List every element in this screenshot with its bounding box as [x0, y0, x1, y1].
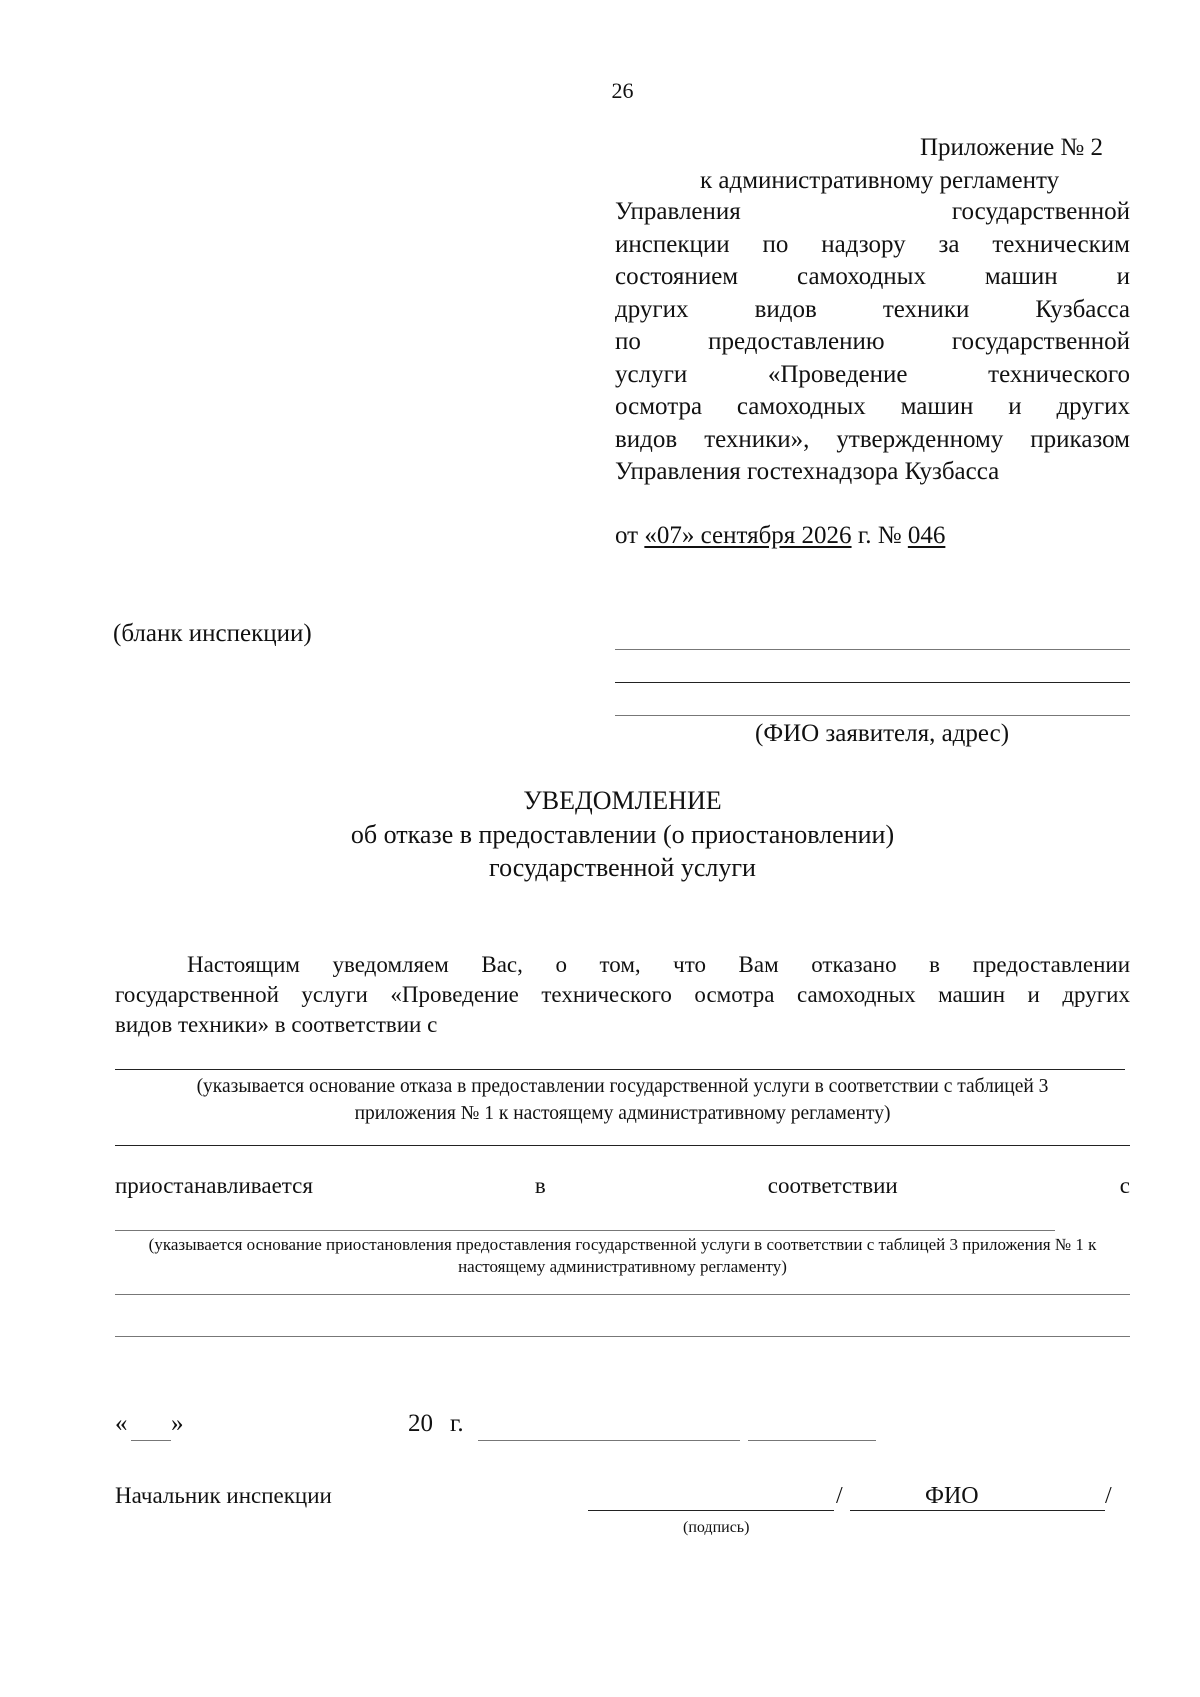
appendix-line: Управления государственной — [615, 198, 1130, 225]
applicant-line — [615, 649, 1130, 650]
body-line: видов техники» в соответствии с — [115, 1012, 438, 1037]
order-date: «07» сентября 2026 — [644, 522, 852, 549]
appendix-line: других видов техники Кузбасса — [615, 295, 1130, 323]
document-subtitle: об отказе в предоставлении (о приостановлении) — [350, 820, 895, 849]
order-prefix: от — [615, 522, 639, 549]
suspension-reason-line — [115, 1294, 1130, 1295]
appendix-subheading: к административному регламенту — [700, 167, 1060, 194]
refusal-note — [115, 1073, 1130, 1127]
appendix-heading: Приложение № 2 — [920, 134, 1104, 161]
date-line — [748, 1440, 876, 1441]
appendix-line: состоянием самоходных машин и — [615, 263, 1130, 290]
date-open-quote: « — [115, 1410, 128, 1437]
signature-fio: ФИО — [925, 1483, 979, 1509]
suspension-row — [115, 1173, 1130, 1199]
signature-line — [588, 1510, 834, 1511]
appendix-line: по предоставлению государственной — [615, 328, 1130, 355]
appendix-line: услуги «Проведение технического — [615, 360, 1130, 388]
order-reference — [615, 522, 945, 550]
applicant-line — [615, 682, 1130, 683]
date-year: 20 — [408, 1410, 433, 1437]
appendix-line: осмотра самоходных машин и других — [615, 393, 1130, 420]
appendix-regulation-block — [615, 196, 1130, 489]
fio-line — [850, 1510, 1105, 1511]
suspension-note — [115, 1234, 1130, 1278]
order-number: 046 — [907, 522, 946, 549]
appendix-line: видов техники», утвержденному приказом — [615, 425, 1130, 453]
suspension-reason-line — [115, 1336, 1130, 1337]
blank-label: (бланк инспекции) — [113, 620, 312, 647]
signature-title: Начальник инспекции — [115, 1483, 332, 1508]
date-close-quote: » — [171, 1410, 184, 1437]
suspension-word: с — [1119, 1173, 1130, 1198]
refusal-note-line: приложения № 1 к настоящему административному регламенту) — [354, 1103, 891, 1124]
signature-slash: / — [836, 1483, 843, 1509]
date-year-suffix: г. — [450, 1410, 464, 1437]
suspension-word: приостанавливается — [115, 1173, 313, 1198]
appendix-line: Управления гостехнадзора Кузбасса — [615, 458, 1000, 485]
page-number: 26 — [611, 78, 634, 103]
date-line — [478, 1440, 740, 1441]
applicant-caption: (ФИО заявителя, адрес) — [755, 720, 1010, 747]
suspension-word: соответствии — [767, 1173, 898, 1198]
refusal-reason-line — [115, 1145, 1130, 1146]
signature-caption: (подпись) — [683, 1519, 750, 1536]
order-number-label: г. № — [857, 522, 902, 549]
body-line: Настоящим уведомляем Вас, о том, что Вам отказано в предоставлении — [187, 952, 1130, 977]
signature-slash: / — [1105, 1483, 1112, 1509]
body-paragraph — [115, 950, 1130, 1040]
suspension-reason-line — [115, 1230, 1055, 1231]
document-title: УВЕДОМЛЕНИЕ — [523, 786, 722, 815]
applicant-line — [615, 715, 1130, 716]
suspension-note-line: (указывается основание приостановления предоставления государственной услуги в соответствии с таблицей 3 приложения № 1 к — [148, 1235, 1097, 1254]
refusal-note-line: (указывается основание отказа в предоставлении государственной услуги в соответствии с таблицей 3 — [196, 1076, 1049, 1097]
date-day-line — [131, 1440, 171, 1441]
suspension-note-line: настоящему административному регламенту) — [458, 1257, 787, 1276]
body-line: государственной услуги «Проведение технического осмотра самоходных машин и других — [115, 982, 1130, 1007]
suspension-word: в — [534, 1173, 546, 1198]
refusal-reason-line — [115, 1069, 1125, 1070]
document-subtitle: государственной услуги — [489, 853, 756, 882]
appendix-line: инспекции по надзору за техническим — [615, 230, 1130, 258]
